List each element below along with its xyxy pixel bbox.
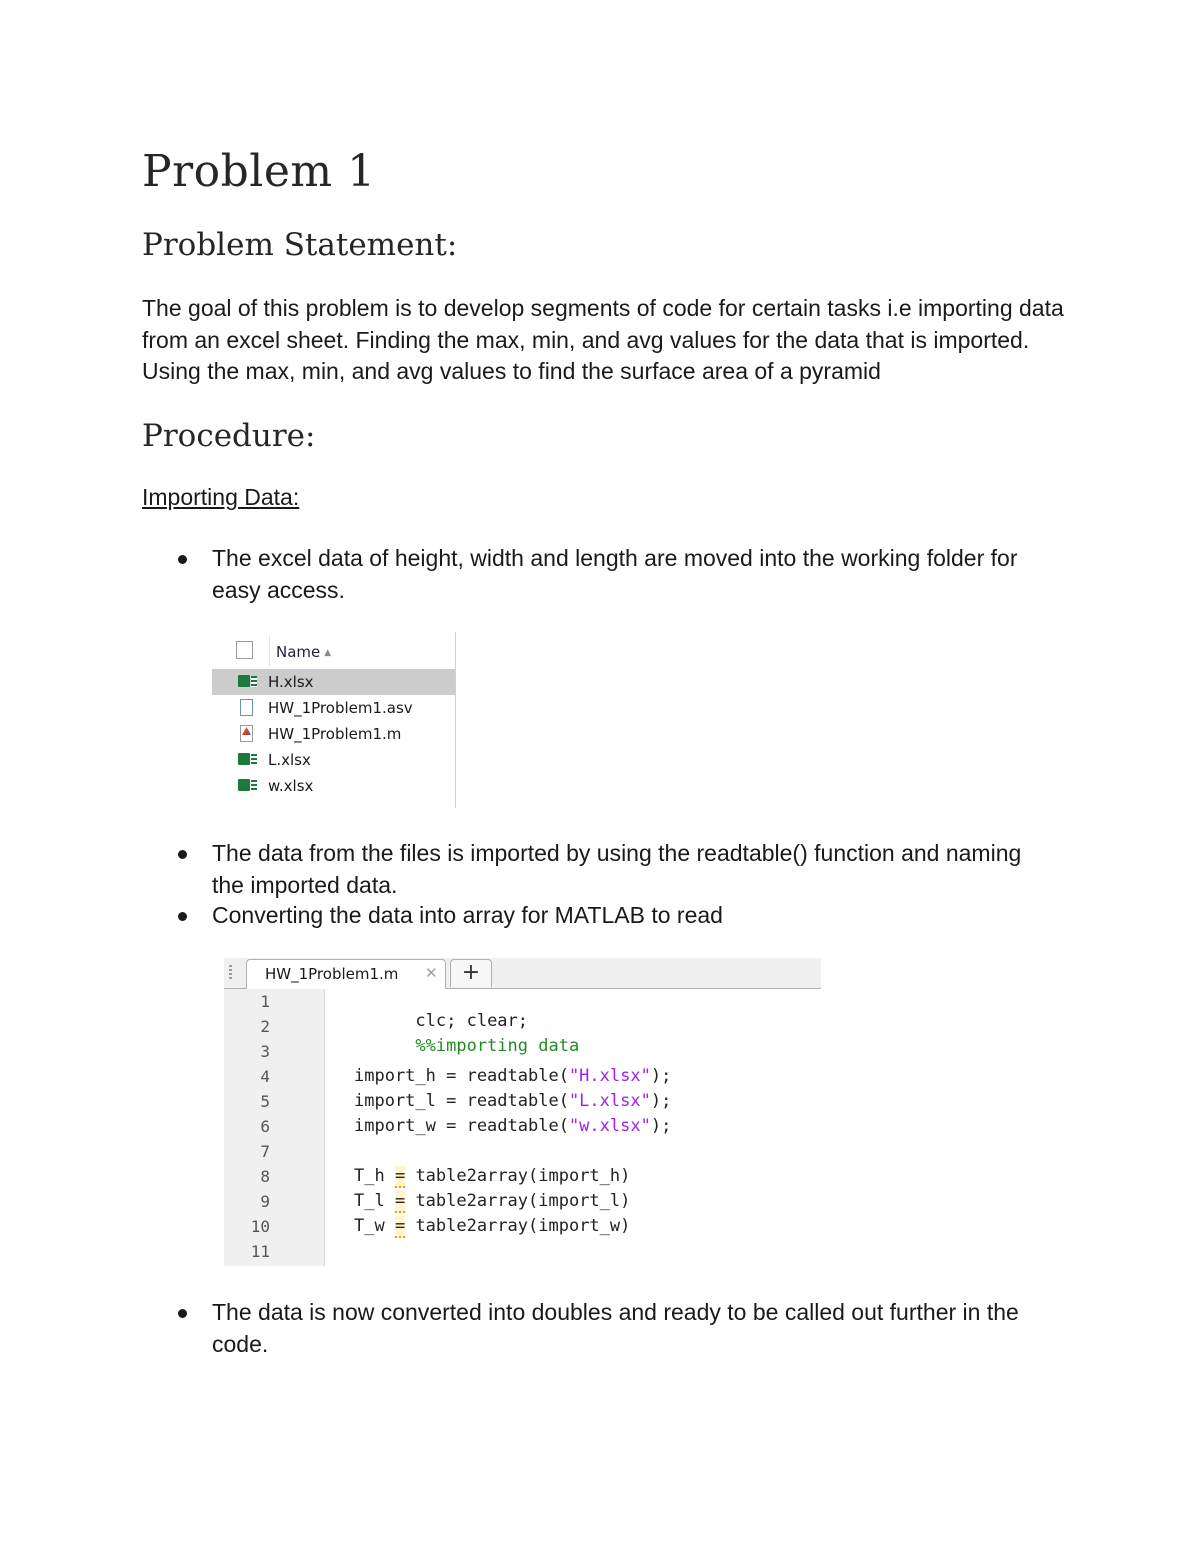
matlab-file-icon <box>238 725 258 743</box>
select-all-checkbox[interactable] <box>236 641 253 659</box>
code-string: "w.xlsx" <box>568 1116 651 1136</box>
file-explorer-screenshot <box>212 632 456 808</box>
code-text: ); <box>650 1091 672 1111</box>
warning-marker[interactable]: = <box>394 1216 406 1236</box>
excel-file-icon <box>238 751 258 769</box>
file-name: w.xlsx <box>268 777 314 795</box>
importing-data-subheading: Importing Data: <box>142 484 300 510</box>
code-text: table2array(import_w) <box>405 1216 631 1236</box>
code-text: clc; clear; <box>415 1011 529 1031</box>
line-number: 9 <box>260 1192 270 1211</box>
line-number: 6 <box>260 1117 270 1136</box>
file-row-h-xlsx[interactable] <box>212 669 455 695</box>
code-line-9[interactable] <box>354 1191 630 1211</box>
document-file-icon <box>238 699 258 717</box>
line-number: 8 <box>260 1167 270 1186</box>
drag-handle-icon[interactable] <box>229 965 232 981</box>
page-title: Problem 1 <box>142 146 376 197</box>
close-tab-icon[interactable]: ✕ <box>425 964 438 982</box>
code-text: import_h = readtable( <box>354 1066 569 1086</box>
editor-tab[interactable] <box>246 959 446 989</box>
problem-statement-text: The goal of this problem is to develop segments of code for certain tasks i.e importing data from an excel sheet. Finding the max, min, and avg values for the data that is imported. Using the max, min, and avg values to find the surface area of a pyramid <box>142 295 1064 384</box>
excel-file-icon <box>238 673 258 691</box>
file-name: HW_1Problem1.asv <box>268 699 413 717</box>
code-text: T_h <box>354 1166 395 1186</box>
file-row-hw1problem1-asv[interactable] <box>212 695 455 721</box>
column-divider <box>269 636 270 666</box>
new-tab-button[interactable]: + <box>450 959 492 987</box>
code-text: ); <box>650 1116 672 1136</box>
excel-file-icon <box>238 777 258 795</box>
line-number: 10 <box>250 1217 270 1236</box>
matlab-editor-screenshot <box>224 958 821 1266</box>
warning-marker[interactable]: = <box>394 1166 406 1186</box>
bullet-text: The data from the files is imported by using the readtable() function and naming the imported data. <box>212 840 1022 898</box>
code-string: "L.xlsx" <box>568 1091 651 1111</box>
editor-tab-label: HW_1Problem1.m <box>265 965 399 983</box>
code-comment: %%importing data <box>415 1036 580 1056</box>
code-line-8[interactable] <box>354 1166 630 1186</box>
line-number: 3 <box>260 1042 270 1061</box>
code-line-10[interactable] <box>354 1216 630 1236</box>
bullet-text: Converting the data into array for MATLAB to read <box>212 902 723 928</box>
code-text: import_w = readtable( <box>354 1116 569 1136</box>
file-row-hw1problem1-m[interactable] <box>212 721 455 747</box>
file-row-l-xlsx[interactable] <box>212 747 455 773</box>
line-number: 2 <box>260 1017 270 1036</box>
file-name: H.xlsx <box>268 673 314 691</box>
line-number: 11 <box>250 1242 270 1261</box>
line-number: 1 <box>260 992 270 1011</box>
editor-tab-bar <box>224 958 821 989</box>
code-text: ); <box>650 1066 672 1086</box>
name-column-label: Name <box>276 643 321 661</box>
problem-statement-heading: Problem Statement: <box>142 227 458 263</box>
code-line-4[interactable] <box>354 1066 671 1086</box>
warning-marker[interactable]: = <box>394 1191 406 1211</box>
code-text: T_l <box>354 1191 395 1211</box>
line-number: 4 <box>260 1067 270 1086</box>
sort-ascending-icon: ▲ <box>324 648 332 658</box>
bullet-text: The excel data of height, width and length are moved into the working folder for easy access. <box>212 545 1018 603</box>
line-number-gutter <box>224 989 325 1266</box>
code-text: T_w <box>354 1216 395 1236</box>
code-text: table2array(import_h) <box>405 1166 631 1186</box>
file-name: L.xlsx <box>268 751 311 769</box>
code-text: import_l = readtable( <box>354 1091 569 1111</box>
bullet-text: The data is now converted into doubles and ready to be called out further in the code. <box>212 1299 1019 1357</box>
file-row-w-xlsx[interactable] <box>212 773 455 799</box>
procedure-heading: Procedure: <box>142 418 316 454</box>
file-name: HW_1Problem1.m <box>268 725 402 743</box>
code-line-5[interactable] <box>354 1091 671 1111</box>
code-string: "H.xlsx" <box>568 1066 651 1086</box>
file-list-header <box>212 632 455 667</box>
code-line-6[interactable] <box>354 1116 671 1136</box>
code-text: table2array(import_l) <box>405 1191 631 1211</box>
line-number: 5 <box>260 1092 270 1111</box>
name-column-header[interactable] <box>276 643 331 661</box>
line-number: 7 <box>260 1142 270 1161</box>
